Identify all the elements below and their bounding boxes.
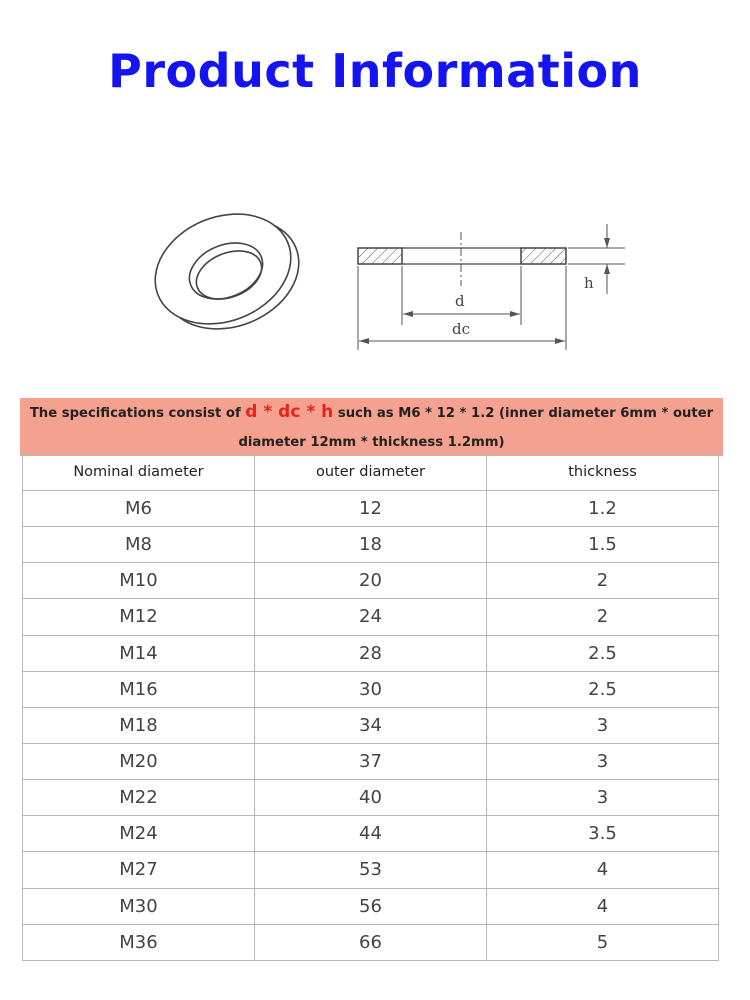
table-row: [23, 599, 719, 635]
header-thickness: thickness: [487, 454, 719, 491]
outer-diameter-cell: 20: [255, 563, 487, 599]
thickness-cell: 3: [487, 780, 719, 816]
dc-label: dc: [452, 320, 471, 338]
outer-diameter-cell: 56: [255, 888, 487, 924]
table-row: [23, 563, 719, 599]
specification-note-line1: [20, 398, 723, 428]
specification-table: [22, 453, 719, 961]
table-row: [23, 527, 719, 563]
header-outer-diameter: outer diameter: [255, 454, 487, 491]
thickness-cell: 1.2: [487, 491, 719, 527]
outer-diameter-cell: 24: [255, 599, 487, 635]
outer-diameter-cell: 34: [255, 707, 487, 743]
nominal-diameter-cell: M12: [23, 599, 255, 635]
nominal-diameter-cell: M6: [23, 491, 255, 527]
outer-diameter-cell: 18: [255, 527, 487, 563]
outer-diameter-cell: 53: [255, 852, 487, 888]
outer-diameter-cell: 37: [255, 743, 487, 779]
header-nominal-diameter: Nominal diameter: [23, 454, 255, 491]
table-body: [23, 491, 719, 961]
nominal-diameter-cell: M27: [23, 852, 255, 888]
d-label: d: [455, 292, 465, 310]
table-row: [23, 743, 719, 779]
table-row: [23, 671, 719, 707]
thickness-cell: 1.5: [487, 527, 719, 563]
nominal-diameter-cell: M30: [23, 888, 255, 924]
thickness-cell: 3.5: [487, 816, 719, 852]
thickness-cell: 2.5: [487, 671, 719, 707]
thickness-cell: 4: [487, 852, 719, 888]
table-row: [23, 924, 719, 960]
thickness-cell: 2: [487, 599, 719, 635]
washer-diagram: [0, 190, 750, 370]
table-row: [23, 852, 719, 888]
table-row: [23, 491, 719, 527]
note-highlight: d * dc * h: [245, 402, 334, 422]
table-header-row: [23, 454, 719, 491]
nominal-diameter-cell: M18: [23, 707, 255, 743]
table-row: [23, 780, 719, 816]
h-label: h: [584, 274, 594, 292]
note-prefix: The specifications consist of: [29, 406, 246, 421]
nominal-diameter-cell: M14: [23, 635, 255, 671]
table-row: [23, 888, 719, 924]
outer-diameter-cell: 44: [255, 816, 487, 852]
outer-diameter-cell: 28: [255, 635, 487, 671]
nominal-diameter-cell: M22: [23, 780, 255, 816]
note-suffix: such as M6 * 12 * 1.2 (inner diameter 6mm * outer: [333, 406, 714, 421]
specification-note-line2: diameter 12mm * thickness 1.2mm): [238, 435, 505, 450]
thickness-cell: 3: [487, 743, 719, 779]
thickness-cell: 4: [487, 888, 719, 924]
specification-note: [20, 398, 723, 456]
thickness-cell: 2: [487, 563, 719, 599]
page-title: Product Information: [108, 44, 642, 98]
outer-diameter-cell: 30: [255, 671, 487, 707]
washer-3d-illustration: [139, 195, 316, 349]
outer-diameter-cell: 12: [255, 491, 487, 527]
outer-diameter-cell: 40: [255, 780, 487, 816]
thickness-cell: 3: [487, 707, 719, 743]
nominal-diameter-cell: M36: [23, 924, 255, 960]
table-row: [23, 707, 719, 743]
washer-cross-section: [358, 224, 625, 350]
table-row: [23, 635, 719, 671]
nominal-diameter-cell: M20: [23, 743, 255, 779]
thickness-cell: 5: [487, 924, 719, 960]
table-row: [23, 816, 719, 852]
thickness-cell: 2.5: [487, 635, 719, 671]
nominal-diameter-cell: M10: [23, 563, 255, 599]
outer-diameter-cell: 66: [255, 924, 487, 960]
nominal-diameter-cell: M24: [23, 816, 255, 852]
nominal-diameter-cell: M8: [23, 527, 255, 563]
nominal-diameter-cell: M16: [23, 671, 255, 707]
